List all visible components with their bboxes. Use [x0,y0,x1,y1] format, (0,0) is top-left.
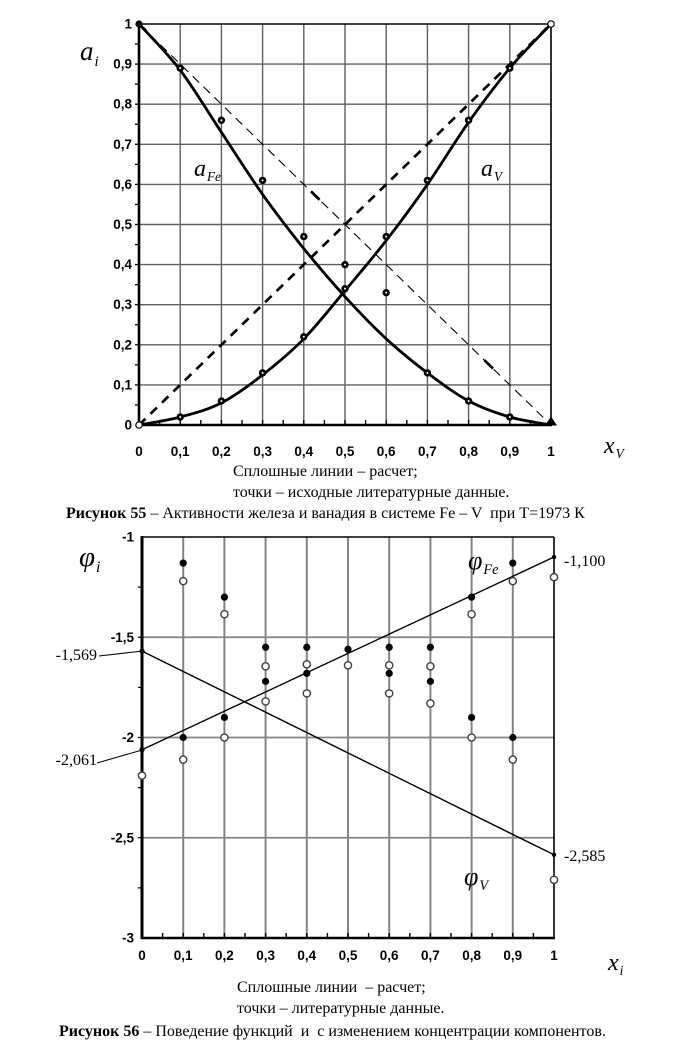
fig2-open-point [262,663,269,670]
fig2-y-axis-label-main: φ [79,541,96,573]
fig1-caption-number: Рисунок 55 [66,505,147,522]
fig1-caption-text: – Активности железа и ванадия в системе Fe – V при Т=1973 К [146,505,585,522]
fig1-x-tick-label: 1 [547,444,555,459]
fig1-x-tick-label: 0 [135,444,143,459]
fig2-open-point [427,700,434,707]
data-point-center [426,179,428,181]
fig1-curve-label-av-sub: V [494,169,503,185]
data-point-center [303,236,305,238]
data-point-center [220,400,222,402]
fig2-caption-line1: Сплошные линии – расчет; [237,979,426,996]
fig2-x-tick-label: 1 [550,948,558,963]
fig2-x-tick-label: 0,3 [256,948,275,963]
fig2-open-point [180,756,187,763]
fig2-x-tick-label: 0,4 [297,948,317,963]
data-point-center [468,119,470,121]
fig2-x-tick-label: 0,9 [503,948,523,963]
data-point-center [262,372,264,374]
fig1-y-tick-label: 0,5 [113,217,132,232]
fig1-x-tick-label: 0,6 [376,444,396,459]
fig2-callout-phife-at-1: -1,100 [564,553,606,570]
fig2-open-point [509,756,516,763]
fig2-callout-pointer-1569 [99,651,142,656]
fig2-filled-point [262,678,269,685]
fig2-curve-label-phiv-main: φ [464,862,479,891]
fig2-filled-point [180,559,187,566]
fig1-x-axis-label-sub: V [615,446,624,462]
fig2-open-point [468,611,475,618]
fig2-x-tick-label: 0,1 [173,948,193,963]
data-point-center [303,336,305,338]
fig2-y-tick-label: -2 [121,730,134,745]
fig2-filled-point [303,670,310,677]
fig2-filled-point [509,559,516,566]
fig2-filled-point [221,714,228,721]
data-point-center [509,416,511,418]
fig2-y-tick-label: -2,5 [110,830,134,846]
fig1-y-tick-label: 0,6 [113,176,132,192]
fig1-x-tick-label: 0,2 [212,444,231,459]
fig2-line-endpoint [552,853,556,857]
fig1-endpoint-filled [135,20,142,27]
fig2-curve-label-phife-main: φ [468,546,483,575]
fig1-y-tick-label: 0,7 [113,136,132,152]
fig2-open-point [468,734,475,741]
fig2-curve-label-phiv [464,862,489,895]
fig2-open-point [386,662,393,669]
fig1-curve-label-afe-main: a [194,156,206,182]
fig2-filled-point [221,594,228,601]
fig1-y-axis-label-main: a [80,36,94,66]
data-point-center [179,67,181,69]
fig1-x-axis-label [604,433,624,462]
fig1-x-tick-label: 0,8 [459,444,478,459]
fig2-x-tick-label: 0,2 [215,948,234,963]
fig2-y-tick-label: -3 [121,930,134,946]
fig2-callout-pointer-2061 [97,750,143,763]
fig2-filled-point [386,670,393,677]
fig2-filled-point [180,734,187,741]
fig2-open-point [180,578,187,585]
fig2-open-point [221,734,228,741]
fig2-curve-label-phife [468,546,499,579]
fig2-open-point [550,574,557,581]
fig2-x-tick-label: 0,8 [462,948,481,963]
fig2-curve-label-phiv-sub: V [479,878,489,895]
fig1-caption-line1: Сплошные линии – расчет; [233,463,418,480]
fig2-x-tick-label: 0 [138,948,146,963]
data-point-center [468,400,470,402]
fig2-open-point [386,690,393,697]
fig2-caption-line2: точки – литературные данные. [237,1000,445,1017]
fig2-filled-point [386,644,393,651]
fig2-filled-point [427,678,434,685]
fig2-open-point [509,578,516,585]
fig2-line-endpoint [552,555,556,559]
data-point-center [179,416,181,418]
fig2-open-point [550,876,557,883]
fig1-y-tick-label: 0,4 [113,257,132,273]
fig2-open-point [427,663,434,670]
fig1-y-tick-label: 1 [124,16,132,32]
fig1-curve-label-afe [194,156,221,185]
fig2-open-point [221,611,228,618]
data-point-center [385,292,387,294]
fig1-x-tick-label: 0,3 [253,444,272,459]
fig2-filled-point [468,714,475,721]
fig2-x-axis-label [608,950,624,979]
fig1-y-tick-label: 0,1 [113,377,132,393]
fig2-filled-point [509,734,516,741]
fig2-x-tick-label: 0,5 [338,948,358,963]
fig1-x-tick-label: 0,4 [294,444,314,459]
fig2-caption-number: Рисунок 56 [59,1023,140,1040]
fig2-x-axis-label-main: x [608,950,619,976]
fig2-callout-phife-at-0: -2,061 [55,752,97,769]
fig2-open-point [262,698,269,705]
fig2-x-tick-label: 0,6 [379,948,399,963]
fig2-caption-text: – Поведение функций и с изменением концентрации компонентов. [139,1023,606,1040]
data-point-center [344,264,346,266]
fig2-y-tick-label: -1 [121,529,134,545]
fig2-curve-label-phife-sub: Fe [483,562,499,579]
data-point-center [262,179,264,181]
fig1-caption-line2: точки – исходные литературные данные. [233,484,510,501]
fig1-x-tick-label: 0,7 [418,444,437,459]
fig2-open-point [303,690,310,697]
fig1-y-tick-label: 0,3 [113,297,132,313]
data-point-center [220,119,222,121]
fig2-x-tick-label: 0,7 [421,948,440,963]
fig1-y-tick-label: 0,9 [113,56,132,72]
fig1-endpoint-triangle [545,417,557,426]
fig1-y-tick-label: 0,2 [113,337,132,353]
fig2-y-axis-label [79,541,101,577]
fig2-filled-point [427,644,434,651]
fig2-caption-title [59,1023,606,1041]
fig2-filled-point [468,594,475,601]
fig1-x-tick-label: 0,1 [170,444,190,459]
fig2-x-axis-label-sub: i [619,963,624,979]
fig2-y-tick-label: -1,5 [110,629,134,645]
fig2-filled-point [303,644,310,651]
fig1-x-tick-label: 0,9 [500,444,520,459]
fig2-callout-phiv-at-0: -1,569 [55,647,97,664]
fig1-endpoint-open [136,422,142,428]
fig1-y-axis-label [80,36,99,70]
data-point-center [344,288,346,290]
fig1-endpoint-open [548,21,554,27]
fig1-curve-label-afe-sub: Fe [207,169,221,185]
fig1-y-axis-label-sub: i [94,53,99,70]
fig1-x-tick-label: 0,5 [335,444,355,459]
data-point-center [426,372,428,374]
fig1-caption-title [66,505,585,523]
fig2-filled-point [262,644,269,651]
data-point-center [509,67,511,69]
fig2-filled-point [344,646,351,653]
fig2-open-point [344,662,351,669]
fig2-y-axis-label-sub: i [96,559,101,577]
fig2-open-point [138,772,145,779]
fig1-curve-label-av [481,156,503,185]
fig1-x-axis-label-main: x [604,433,615,459]
data-point-center [385,236,387,238]
fig2-callout-phiv-at-1: -2,585 [564,848,606,865]
fig1-y-tick-label: 0 [124,417,132,433]
fig2-open-point [303,661,310,668]
fig1-curve-label-av-main: a [481,156,493,182]
fig1-y-tick-label: 0,8 [113,96,132,112]
